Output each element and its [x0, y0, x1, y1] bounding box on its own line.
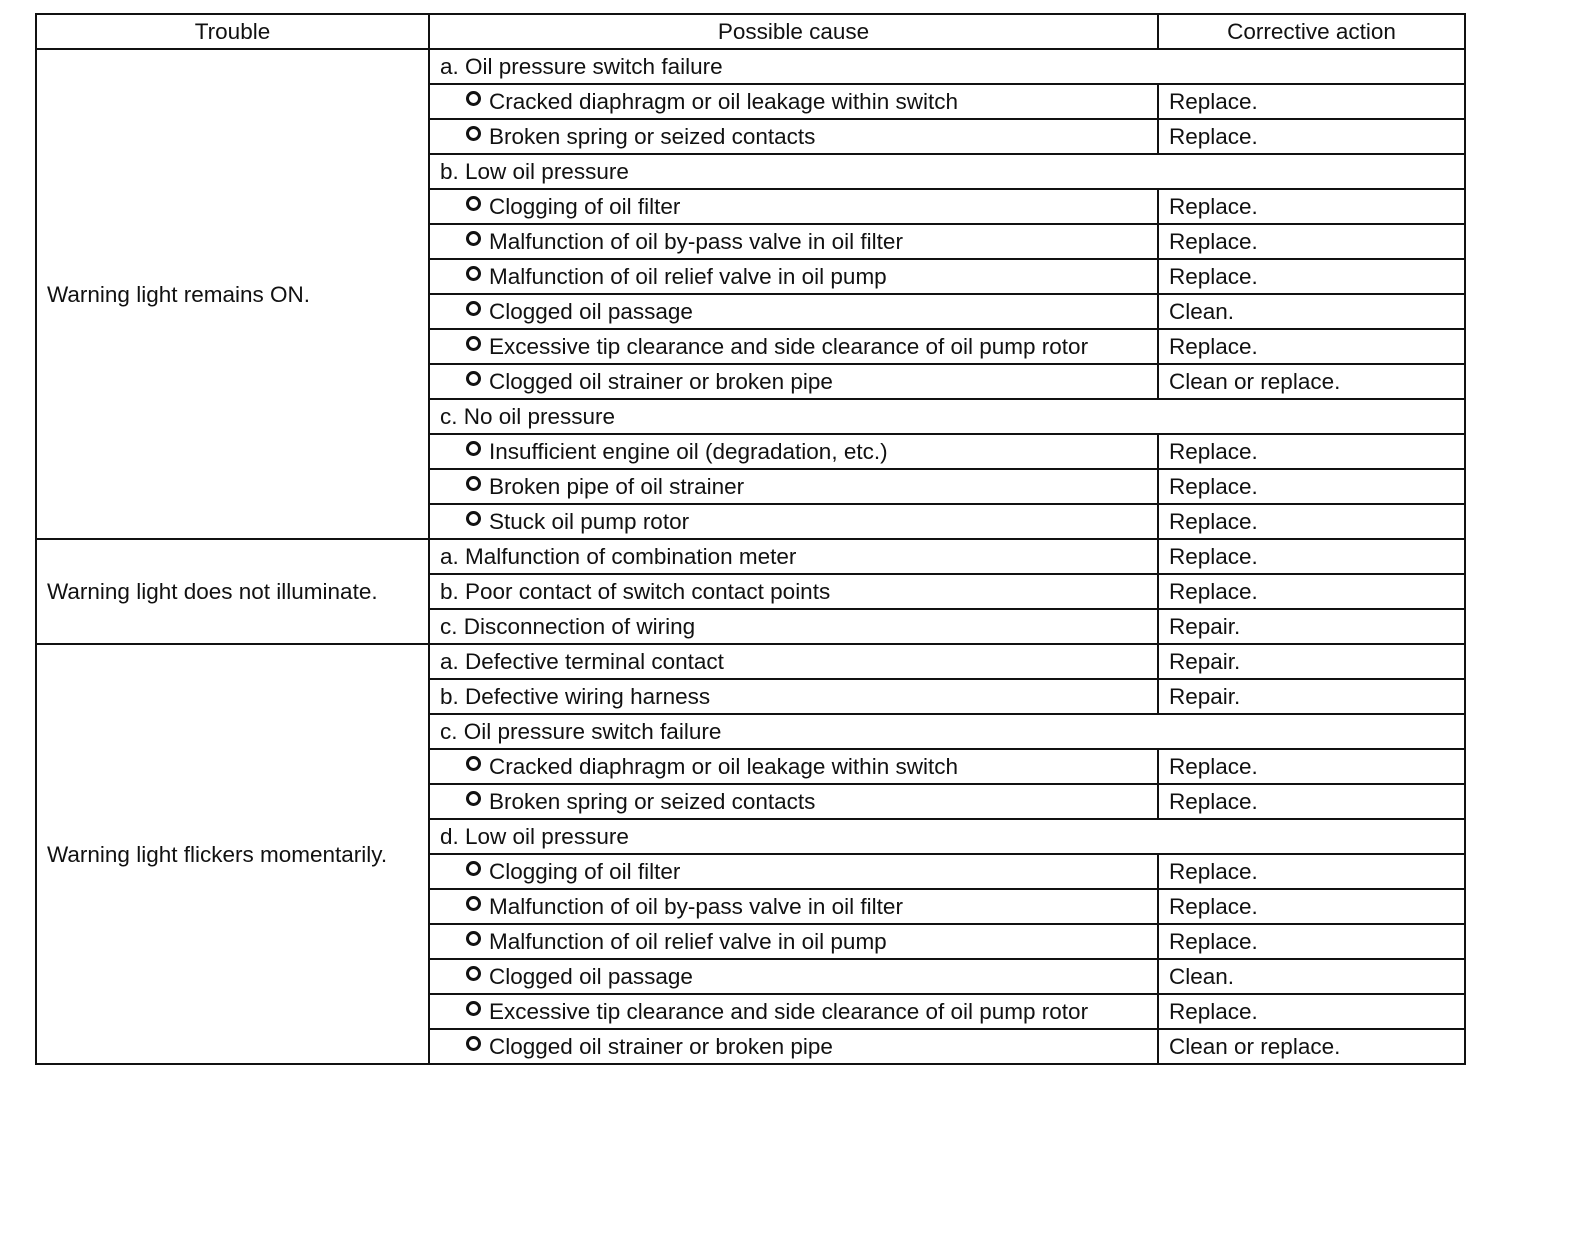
cause-sub-cell	[429, 854, 1158, 889]
corrective-action-cell: Replace.	[1158, 539, 1465, 574]
cause-heading-cell: b. Low oil pressure	[429, 154, 1465, 189]
circle-bullet-icon	[466, 336, 481, 351]
table-body	[36, 49, 1465, 1064]
cause-sub-cell	[429, 469, 1158, 504]
corrective-action-cell: Clean.	[1158, 294, 1465, 329]
header-trouble: Trouble	[36, 14, 429, 49]
corrective-action-cell: Repair.	[1158, 644, 1465, 679]
cause-text: Clogged oil strainer or broken pipe	[489, 369, 833, 394]
circle-bullet-icon	[466, 476, 481, 491]
table-row	[36, 644, 1465, 679]
trouble-cell: Warning light remains ON.	[36, 49, 429, 539]
cause-text: Malfunction of oil by-pass valve in oil filter	[489, 894, 903, 919]
circle-bullet-icon	[466, 861, 481, 876]
corrective-action-cell: Replace.	[1158, 924, 1465, 959]
corrective-action-cell: Replace.	[1158, 994, 1465, 1029]
circle-bullet-icon	[466, 1036, 481, 1051]
cause-sub-cell	[429, 924, 1158, 959]
circle-bullet-icon	[466, 126, 481, 141]
cause-sub-cell	[429, 749, 1158, 784]
cause-text: Broken pipe of oil strainer	[489, 474, 745, 499]
header-row	[36, 14, 1465, 49]
cause-text: Clogging of oil filter	[489, 859, 681, 884]
corrective-action-cell: Replace.	[1158, 224, 1465, 259]
corrective-action-cell: Replace.	[1158, 84, 1465, 119]
circle-bullet-icon	[466, 91, 481, 106]
corrective-action-cell: Replace.	[1158, 434, 1465, 469]
table-row	[36, 539, 1465, 574]
cause-text: Broken spring or seized contacts	[489, 789, 816, 814]
cause-sub-cell	[429, 994, 1158, 1029]
circle-bullet-icon	[466, 896, 481, 911]
circle-bullet-icon	[466, 756, 481, 771]
cause-text: Excessive tip clearance and side clearance of oil pump rotor	[489, 334, 1089, 359]
cause-text: Cracked diaphragm or oil leakage within switch	[489, 754, 958, 779]
corrective-action-cell: Replace.	[1158, 784, 1465, 819]
corrective-action-cell: Clean or replace.	[1158, 1029, 1465, 1064]
cause-sub-cell	[429, 189, 1158, 224]
circle-bullet-icon	[466, 196, 481, 211]
header-corrective-action: Corrective action	[1158, 14, 1465, 49]
cause-heading-cell: a. Oil pressure switch failure	[429, 49, 1465, 84]
cause-cell: a. Malfunction of combination meter	[429, 539, 1158, 574]
cause-sub-cell	[429, 294, 1158, 329]
cause-sub-cell	[429, 784, 1158, 819]
cause-sub-cell	[429, 1029, 1158, 1064]
cause-sub-cell	[429, 329, 1158, 364]
troubleshooting-table	[35, 13, 1466, 1065]
corrective-action-cell: Replace.	[1158, 854, 1465, 889]
cause-sub-cell	[429, 504, 1158, 539]
cause-sub-cell	[429, 119, 1158, 154]
cause-sub-cell	[429, 259, 1158, 294]
corrective-action-cell: Clean or replace.	[1158, 364, 1465, 399]
cause-cell: a. Defective terminal contact	[429, 644, 1158, 679]
corrective-action-cell: Replace.	[1158, 329, 1465, 364]
circle-bullet-icon	[466, 931, 481, 946]
circle-bullet-icon	[466, 966, 481, 981]
corrective-action-cell: Replace.	[1158, 749, 1465, 784]
cause-text: Clogged oil passage	[489, 299, 693, 324]
circle-bullet-icon	[466, 266, 481, 281]
cause-sub-cell	[429, 959, 1158, 994]
cause-text: Cracked diaphragm or oil leakage within switch	[489, 89, 958, 114]
cause-text: Excessive tip clearance and side clearance of oil pump rotor	[489, 999, 1089, 1024]
corrective-action-cell: Replace.	[1158, 189, 1465, 224]
cause-text: Malfunction of oil relief valve in oil pump	[489, 929, 887, 954]
cause-sub-cell	[429, 889, 1158, 924]
circle-bullet-icon	[466, 441, 481, 456]
cause-cell: c. Disconnection of wiring	[429, 609, 1158, 644]
cause-cell: b. Poor contact of switch contact points	[429, 574, 1158, 609]
circle-bullet-icon	[466, 791, 481, 806]
corrective-action-cell: Repair.	[1158, 609, 1465, 644]
cause-text: Broken spring or seized contacts	[489, 124, 816, 149]
table-header	[36, 14, 1465, 49]
corrective-action-cell: Replace.	[1158, 504, 1465, 539]
cause-text: Stuck oil pump rotor	[489, 509, 690, 534]
cause-text: Clogging of oil filter	[489, 194, 681, 219]
cause-heading-cell: c. No oil pressure	[429, 399, 1465, 434]
trouble-cell: Warning light flickers momentarily.	[36, 644, 429, 1064]
circle-bullet-icon	[466, 231, 481, 246]
cause-cell: b. Defective wiring harness	[429, 679, 1158, 714]
cause-sub-cell	[429, 364, 1158, 399]
trouble-cell: Warning light does not illuminate.	[36, 539, 429, 644]
cause-text: Insufficient engine oil (degradation, etc.)	[489, 439, 888, 464]
cause-text: Malfunction of oil by-pass valve in oil filter	[489, 229, 903, 254]
corrective-action-cell: Replace.	[1158, 259, 1465, 294]
cause-heading-cell: d. Low oil pressure	[429, 819, 1465, 854]
cause-sub-cell	[429, 224, 1158, 259]
corrective-action-cell: Replace.	[1158, 119, 1465, 154]
circle-bullet-icon	[466, 511, 481, 526]
cause-text: Malfunction of oil relief valve in oil pump	[489, 264, 887, 289]
cause-text: Clogged oil passage	[489, 964, 693, 989]
corrective-action-cell: Replace.	[1158, 574, 1465, 609]
cause-sub-cell	[429, 84, 1158, 119]
corrective-action-cell: Replace.	[1158, 889, 1465, 924]
corrective-action-cell: Clean.	[1158, 959, 1465, 994]
cause-sub-cell	[429, 434, 1158, 469]
header-possible-cause: Possible cause	[429, 14, 1158, 49]
circle-bullet-icon	[466, 371, 481, 386]
circle-bullet-icon	[466, 1001, 481, 1016]
cause-heading-cell: c. Oil pressure switch failure	[429, 714, 1465, 749]
circle-bullet-icon	[466, 301, 481, 316]
table-row	[36, 49, 1465, 84]
corrective-action-cell: Repair.	[1158, 679, 1465, 714]
cause-text: Clogged oil strainer or broken pipe	[489, 1034, 833, 1059]
corrective-action-cell: Replace.	[1158, 469, 1465, 504]
